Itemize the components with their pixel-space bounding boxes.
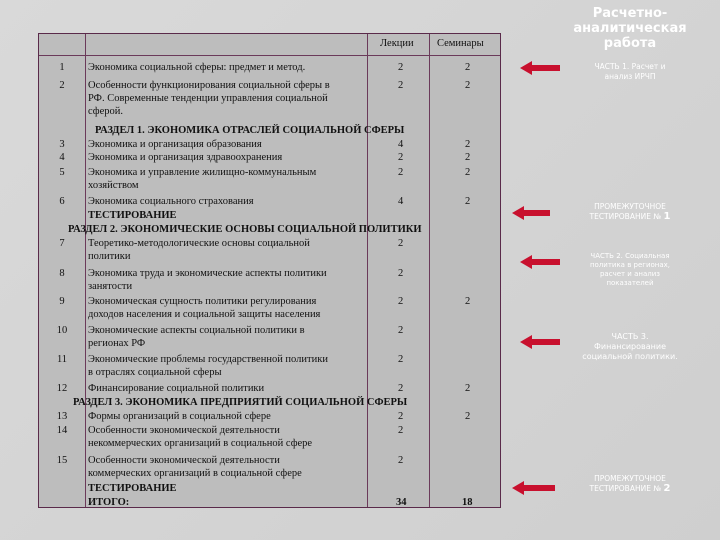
row-topic: хозяйством bbox=[88, 179, 139, 191]
column-divider bbox=[85, 34, 86, 507]
row-topic: Экономические проблемы государственной политики bbox=[88, 354, 328, 365]
section-2-heading: РАЗДЕЛ 2. ЭКОНОМИЧЕСКИЕ ОСНОВЫ СОЦИАЛЬНОЙ ПОЛИТИКИ bbox=[68, 224, 422, 235]
row-topic: занятости bbox=[88, 280, 133, 292]
midterm1-number: 1 bbox=[663, 211, 671, 222]
row-lectures: 4 bbox=[398, 196, 404, 207]
row-seminars: 2 bbox=[465, 167, 471, 178]
row-topic: некоммерческих организаций в социальной сфере bbox=[88, 437, 313, 449]
section-3-heading: РАЗДЕЛ 3. ЭКОНОМИКА ПРЕДПРИЯТИЙ СОЦИАЛЬНОЙ СФЕРЫ bbox=[73, 397, 408, 408]
row-lectures: 2 bbox=[398, 325, 404, 336]
row-number: 6 bbox=[59, 196, 65, 207]
part2-label: ЧАСТЬ 2. Социальная политика в регионах, расчет и анализ показателей bbox=[589, 252, 671, 287]
row-number: 5 bbox=[59, 167, 65, 178]
row-lectures: 2 bbox=[398, 296, 404, 307]
row-seminars: 2 bbox=[465, 196, 471, 207]
column-divider bbox=[367, 34, 368, 507]
row-number: 11 bbox=[56, 354, 68, 365]
row-topic: Экономика социального страхования bbox=[88, 196, 254, 207]
row-topic: Теоретико-методологические основы социальной bbox=[88, 238, 310, 249]
row-number: 15 bbox=[56, 455, 68, 466]
row-seminars: 2 bbox=[465, 62, 471, 73]
side-title: Расчетно- аналитическая работа bbox=[573, 6, 687, 51]
row-number: 3 bbox=[59, 139, 65, 150]
row-lectures: 2 bbox=[398, 167, 404, 178]
row-lectures: 2 bbox=[398, 268, 404, 279]
row-topic: Особенности функционирования социальной сферы в bbox=[88, 80, 330, 91]
row-lectures: 2 bbox=[398, 62, 404, 73]
row-number: 12 bbox=[56, 383, 68, 394]
row-topic: Экономика социальной сферы: предмет и метод. bbox=[88, 62, 306, 73]
midterm1-label bbox=[560, 202, 700, 222]
row-lectures: 2 bbox=[398, 425, 404, 436]
header-divider bbox=[39, 55, 500, 56]
arrow-icon bbox=[512, 206, 550, 220]
row-number: 14 bbox=[56, 425, 68, 436]
column-divider bbox=[429, 34, 430, 507]
total-lectures: 34 bbox=[396, 497, 407, 508]
row-topic: в отраслях социальной сферы bbox=[88, 366, 222, 378]
row-number: 2 bbox=[59, 80, 65, 91]
section-1-heading: РАЗДЕЛ 1. ЭКОНОМИКА ОТРАСЛЕЙ СОЦИАЛЬНОЙ СФЕРЫ bbox=[95, 125, 405, 136]
midterm1-text: ПРОМЕЖУТОЧНОЕ ТЕСТИРОВАНИЕ № bbox=[589, 202, 666, 221]
row-number: 7 bbox=[59, 238, 65, 249]
total-label: ИТОГО: bbox=[88, 497, 130, 508]
testing-label: ТЕСТИРОВАНИЕ bbox=[88, 483, 177, 494]
row-number: 1 bbox=[59, 62, 65, 73]
row-topic: Особенности экономической деятельности bbox=[88, 455, 280, 466]
row-seminars: 2 bbox=[465, 411, 471, 422]
row-topic: сферой. bbox=[88, 105, 123, 117]
row-lectures: 2 bbox=[398, 152, 404, 163]
midterm2-label bbox=[560, 474, 700, 494]
row-topic: Финансирование социальной политики bbox=[88, 383, 265, 394]
midterm2-number: 2 bbox=[663, 483, 671, 494]
row-topic: РФ. Современные тенденции управления социальной bbox=[88, 92, 328, 104]
arrow-icon bbox=[520, 61, 560, 75]
row-number: 8 bbox=[59, 268, 65, 279]
arrow-icon bbox=[512, 481, 555, 495]
seminars-header: Семинары bbox=[437, 38, 484, 49]
row-lectures: 2 bbox=[398, 455, 404, 466]
row-topic: Экономическая сущность политики регулирования bbox=[88, 296, 317, 307]
row-topic: коммерческих организаций в социальной сфере bbox=[88, 467, 302, 479]
row-topic: Экономика и организация образования bbox=[88, 139, 262, 150]
row-lectures: 2 bbox=[398, 80, 404, 91]
row-number: 9 bbox=[59, 296, 65, 307]
row-topic: доходов населения и социальной защиты населения bbox=[88, 308, 321, 320]
part1-label: ЧАСТЬ 1. Расчет и анализ ИРЧП bbox=[594, 62, 666, 81]
row-topic: Экономика и организация здравоохранения bbox=[88, 152, 283, 163]
arrow-icon bbox=[520, 335, 560, 349]
row-number: 10 bbox=[56, 325, 68, 336]
row-seminars: 2 bbox=[465, 139, 471, 150]
row-topic: Экономика и управление жилищно-коммунальным bbox=[88, 167, 317, 178]
row-topic: Экономические аспекты социальной политики в bbox=[88, 325, 305, 336]
row-topic: регионах РФ bbox=[88, 337, 146, 349]
row-lectures: 2 bbox=[398, 354, 404, 365]
midterm2-text: ПРОМЕЖУТОЧНОЕ ТЕСТИРОВАНИЕ № bbox=[589, 474, 666, 493]
arrow-icon bbox=[520, 255, 560, 269]
row-seminars: 2 bbox=[465, 296, 471, 307]
total-seminars: 18 bbox=[462, 497, 473, 508]
row-lectures: 2 bbox=[398, 411, 404, 422]
row-lectures: 2 bbox=[398, 238, 404, 249]
row-seminars: 2 bbox=[465, 80, 471, 91]
row-topic: Формы организаций в социальной сфере bbox=[88, 411, 271, 422]
row-number: 13 bbox=[56, 411, 68, 422]
testing-label: ТЕСТИРОВАНИЕ bbox=[88, 210, 177, 221]
row-number: 4 bbox=[59, 152, 65, 163]
part3-label: ЧАСТЬ 3. Финансирование социальной политики. bbox=[582, 332, 678, 361]
row-seminars: 2 bbox=[465, 152, 471, 163]
row-lectures: 2 bbox=[398, 383, 404, 394]
row-seminars: 2 bbox=[465, 383, 471, 394]
lectures-header: Лекции bbox=[380, 38, 414, 49]
row-topic: Особенности экономической деятельности bbox=[88, 425, 280, 436]
row-lectures: 4 bbox=[398, 139, 404, 150]
row-topic: политики bbox=[88, 250, 131, 262]
row-topic: Экономика труда и экономические аспекты политики bbox=[88, 268, 327, 279]
